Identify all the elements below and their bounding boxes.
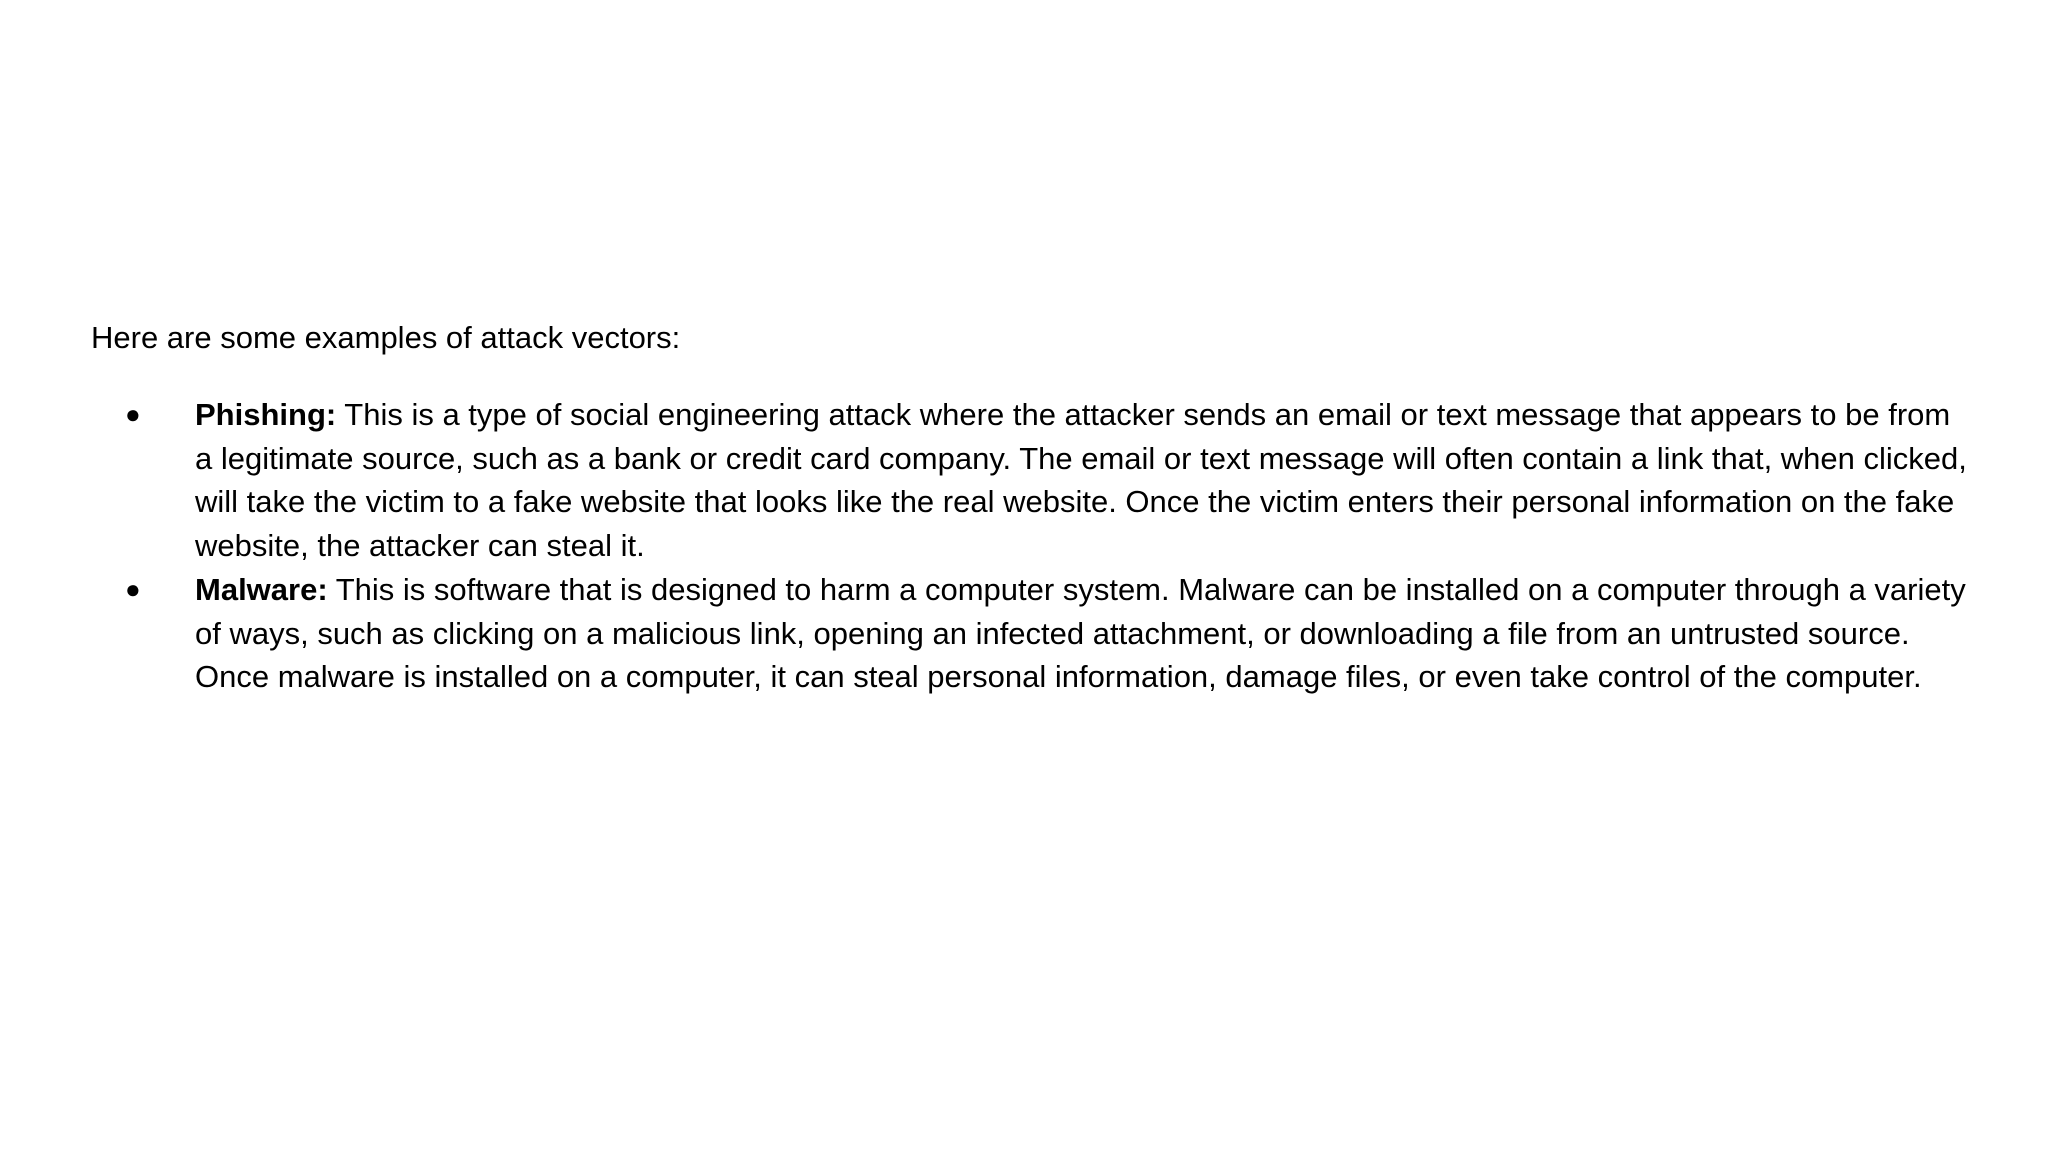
- list-item-malware: [91, 568, 1967, 699]
- term-malware: Malware:: [195, 571, 328, 607]
- bullet-icon: ●: [125, 573, 141, 604]
- bullet-icon: ●: [125, 399, 141, 429]
- term-phishing: Phishing:: [195, 397, 337, 432]
- description-malware: This is software that is designed to harm a computer system. Malware can be installed on a computer through a variety of ways, such as clicking on a malicious link, opening an infected attachment, or downloading a file from an untrusted source. Once malware is installed on a computer, it can steal personal information, damage files, or even take control of the computer.: [195, 571, 1966, 695]
- list-item-phishing: [91, 393, 1967, 568]
- document-body: [91, 316, 1971, 699]
- description-phishing: This is a type of social engineering attack where the attacker sends an email or text message that appears to be from a legitimate source, such as a bank or credit card company. The email or text message will often contain a link that, when clicked, will take the victim to a fake website that looks like the real website. Once the victim enters their personal information on the fake website, the attacker can steal it.: [195, 397, 1967, 564]
- intro-text: Here are some examples of attack vectors:: [91, 320, 681, 355]
- attack-vector-list: [91, 393, 1971, 699]
